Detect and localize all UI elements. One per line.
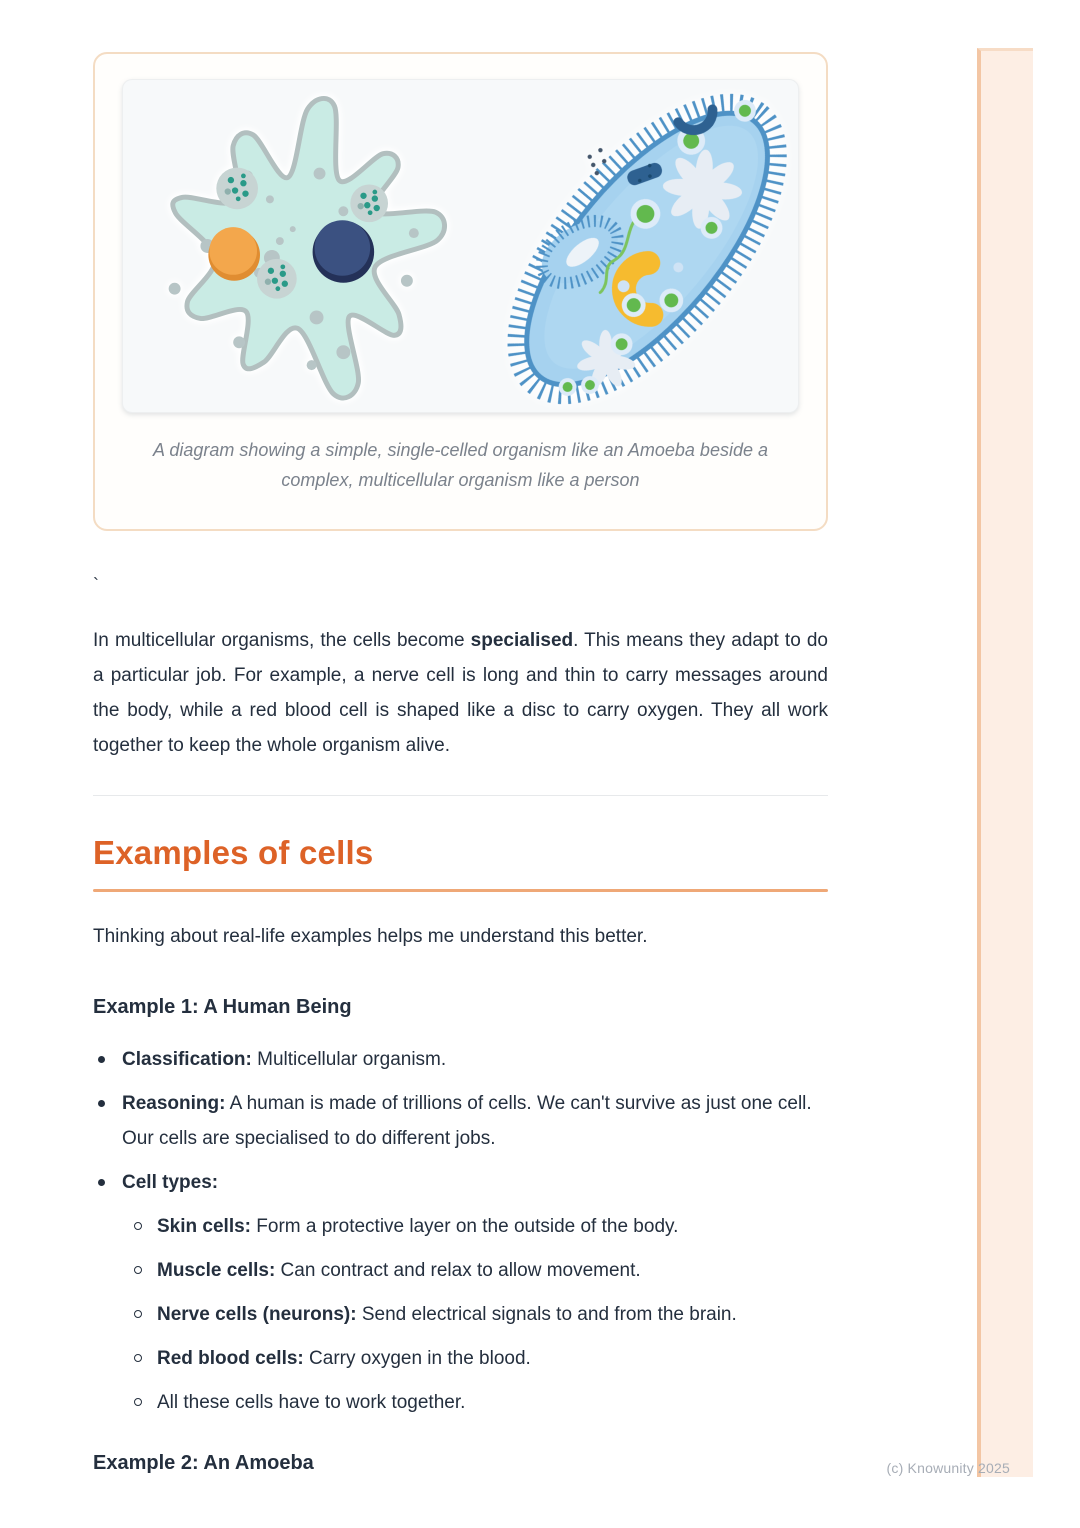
intro-post: . This means they adapt to do a particular job. For example, a nerve cell is long and thin to carry messages around the body, while a red blood cell is shaped like a disc to carry oxygen. They all work together to keep the whole organism alive. [93, 630, 829, 756]
section-lead: Thinking about real-life examples helps me understand this better. [93, 926, 648, 947]
list-item [93, 1042, 828, 1077]
list-item [93, 1086, 828, 1156]
content-divider [93, 795, 828, 796]
document-content [93, 0, 828, 1476]
section-title: Examples of cells [93, 834, 374, 871]
figure-caption: A diagram showing a simple, single-celled organism like an Amoeba beside a complex, multicellular organism like a person [153, 440, 768, 490]
bullet-label: Classification: [122, 1049, 252, 1070]
intro-paragraph [93, 623, 828, 763]
bullet-label: Red blood cells: [157, 1348, 304, 1369]
bullet-text: All these cells have to work together. [157, 1392, 466, 1413]
bullet-text: Multicellular organism. [251, 1049, 447, 1070]
list-item [93, 1297, 828, 1332]
amoeba-illustration [169, 98, 445, 398]
cell-diagram [123, 80, 798, 412]
example1-heading: Example 1: A Human Being [93, 996, 352, 1018]
bullet-label: Skin cells: [157, 1216, 251, 1237]
bullet-label: Muscle cells: [157, 1260, 276, 1281]
figure-card [93, 52, 828, 531]
bullet-text: Can contract and relax to allow movement. [275, 1260, 641, 1281]
stray-backtick: ` [93, 575, 99, 595]
example1-list [93, 1042, 828, 1420]
example2-heading: Example 2: An Amoeba [93, 1452, 314, 1474]
list-item [93, 1165, 828, 1200]
paramecium-illustration [454, 80, 798, 412]
list-item [93, 1253, 828, 1288]
list-item [93, 1385, 828, 1420]
section-title-underline [93, 889, 828, 892]
bullet-label: Cell types: [122, 1172, 219, 1193]
bullet-text: Carry oxygen in the blood. [303, 1348, 531, 1369]
watermark: (c) Knowunity 2025 [886, 1460, 1010, 1476]
list-item [93, 1209, 828, 1244]
bullet-text: Send electrical signals to and from the brain. [356, 1304, 737, 1325]
bullet-text: A human is made of trillions of cells. We can't survive as just one cell. Our cells are specialised to do different jobs. [122, 1093, 812, 1149]
bullet-text: Form a protective layer on the outside of the body. [251, 1216, 679, 1237]
bullet-label: Nerve cells (neurons): [157, 1304, 357, 1325]
figure-panel [122, 79, 799, 413]
bullet-label: Reasoning: [122, 1093, 226, 1114]
page-edge-bar [977, 48, 1033, 1477]
intro-bold-specialised: specialised [470, 630, 574, 651]
intro-pre: In multicellular organisms, the cells become [93, 630, 471, 651]
list-item [93, 1341, 828, 1376]
